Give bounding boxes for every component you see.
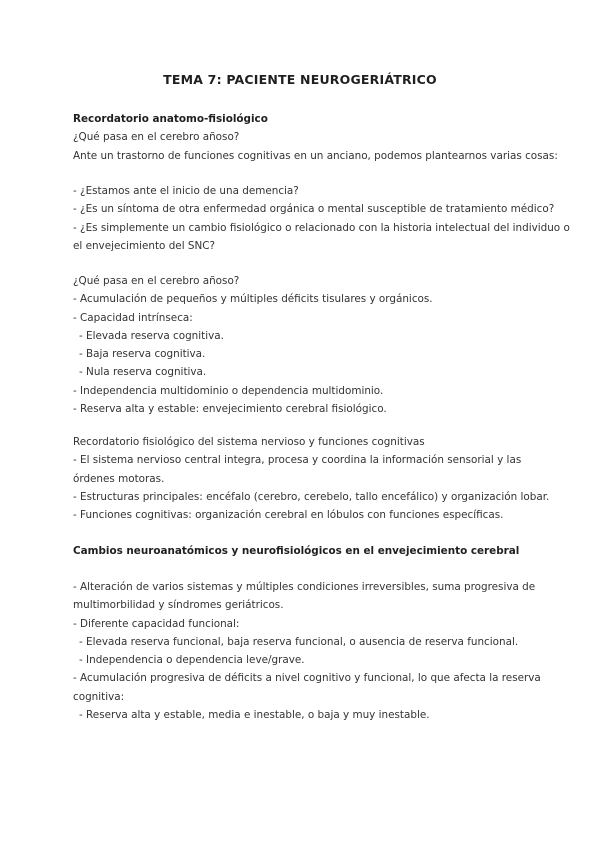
paragraph-line: Ante un trastorno de funciones cognitivas en un anciano, podemos plantearnos varias cosas: [73,149,558,162]
section-cambios [73,542,533,560]
paragraph-line: ¿Qué pasa en el cerebro añoso? [73,131,240,144]
list-item: multimorbilidad y síndromes geriátricos. [73,599,284,612]
paragraph-line: Recordatorio fisiológico del sistema nervioso y funciones cognitivas [73,436,425,448]
list-item: - ¿Es un síntoma de otra enfermedad orgánica o mental susceptible de tratamiento médico? [73,203,555,216]
list-item: el envejecimiento del SNC? [73,239,216,252]
list-item: - Reserva alta y estable, media e inestable, o baja y muy inestable. [79,709,430,722]
list-item: - Funciones cognitivas: organización cerebral en lóbulos con funciones específicas. [73,509,504,522]
list-item: - Reserva alta y estable: envejecimiento cerebral fisiológico. [73,403,387,416]
list-item: - Estructuras principales: encéfalo (cerebro, cerebelo, tallo encefálico) y organización lobar. [73,490,550,503]
section-heading: Cambios neuroanatómicos y neurofisiológicos en el envejecimiento cerebral [73,545,520,557]
list-item: - Diferente capacidad funcional: [73,617,240,630]
list-item: cognitiva: [73,690,125,703]
list-item: órdenes motoras. [73,472,165,485]
cambios-list [73,578,541,724]
list-item: - Acumulación progresiva de déficits a nivel cognitivo y funcional, lo que afecta la reserva [73,672,541,685]
questions-list [73,182,570,255]
section-heading: Recordatorio anatomo-fisiológico [73,113,268,125]
list-item: - El sistema nervioso central integra, procesa y coordina la información sensorial y las [73,454,522,467]
list-item: - Baja reserva cognitiva. [79,348,206,361]
list-item: - ¿Estamos ante el inicio de una demencia? [73,185,299,197]
list-item: - Independencia multidominio o dependencia multidominio. [73,384,384,397]
list-item: - Nula reserva cognitiva. [79,366,207,379]
list-item: - Alteración de varios sistemas y múltiples condiciones irreversibles, suma progresiva de [73,581,536,593]
list-item: - Independencia o dependencia leve/grave. [79,654,305,667]
page-title: TEMA 7: PACIENTE NEUROGERIÁTRICO [163,72,437,87]
brain-block [73,272,533,418]
list-item: - Elevada reserva funcional, baja reserva funcional, o ausencia de reserva funcional. [79,635,519,648]
section-anatomo [73,110,558,165]
list-item: - Elevada reserva cognitiva. [79,329,224,342]
list-item: - Acumulación de pequeños y múltiples déficits tisulares y orgánicos. [73,293,433,306]
paragraph-line: ¿Qué pasa en el cerebro añoso? [73,275,240,287]
list-item: - ¿Es simplemente un cambio fisiológico o relacionado con la historia intelectual del individuo o [73,221,570,234]
physio-block [73,433,550,524]
list-item: - Capacidad intrínseca: [73,311,193,324]
